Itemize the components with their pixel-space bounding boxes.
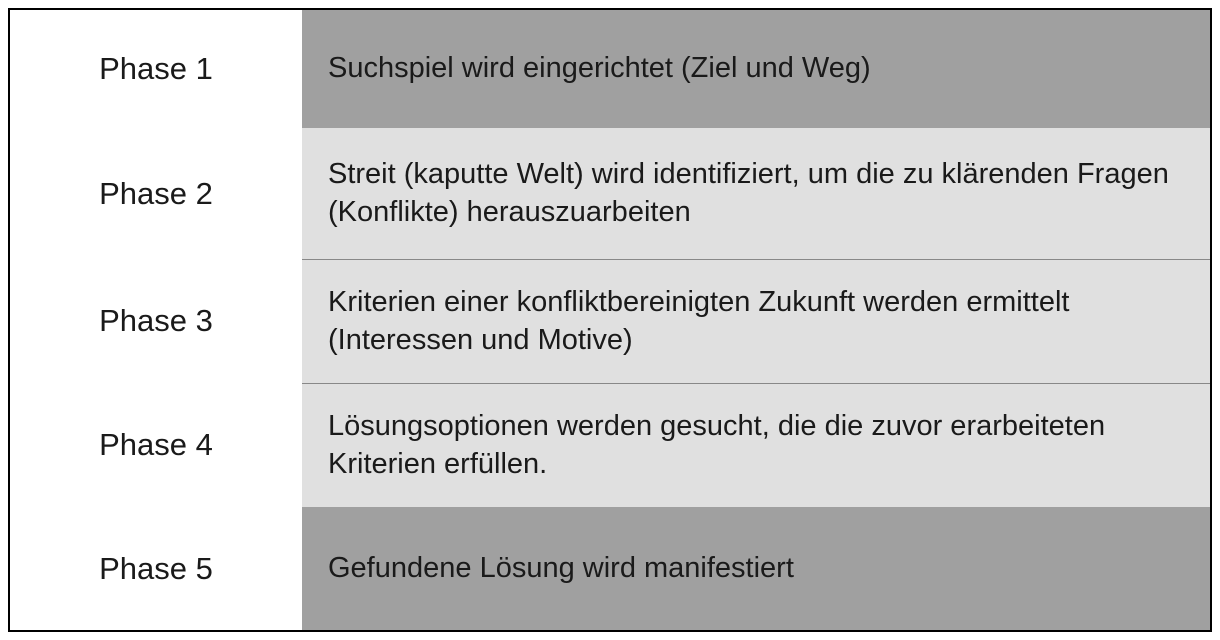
- phase-label-1: Phase 1: [99, 51, 213, 86]
- phase-text-2: Streit (kaputte Welt) wird identifiziert, um die zu klärenden Fragen (Konflikte) herauszuarbeiten: [328, 157, 1169, 228]
- phase-row-4: [302, 383, 1210, 507]
- phase-label-column: [10, 10, 302, 630]
- phase-text-1: Suchspiel wird eingerichtet (Ziel und Weg): [328, 52, 871, 85]
- phase-table: [8, 8, 1212, 632]
- phase-label-4: Phase 4: [99, 427, 213, 462]
- phase-row-2: [302, 128, 1210, 259]
- phase-text-3: Kriterien einer konfliktbereinigten Zukunft werden ermittelt (Interessen und Motive): [328, 285, 1070, 356]
- phase-row-5: [302, 507, 1210, 630]
- phase-row-1: [302, 10, 1210, 128]
- phase-text-4: Lösungsoptionen werden gesucht, die die zuvor erarbeiteten Kriterien erfüllen.: [328, 409, 1106, 480]
- phase-text-5: Gefundene Lösung wird manifestiert: [328, 551, 794, 584]
- phase-label-5: Phase 5: [99, 550, 213, 586]
- phase-row-3: [302, 259, 1210, 383]
- phase-label-3: Phase 3: [99, 303, 213, 338]
- phase-content-column: [302, 10, 1210, 630]
- phase-label-2: Phase 2: [99, 175, 213, 211]
